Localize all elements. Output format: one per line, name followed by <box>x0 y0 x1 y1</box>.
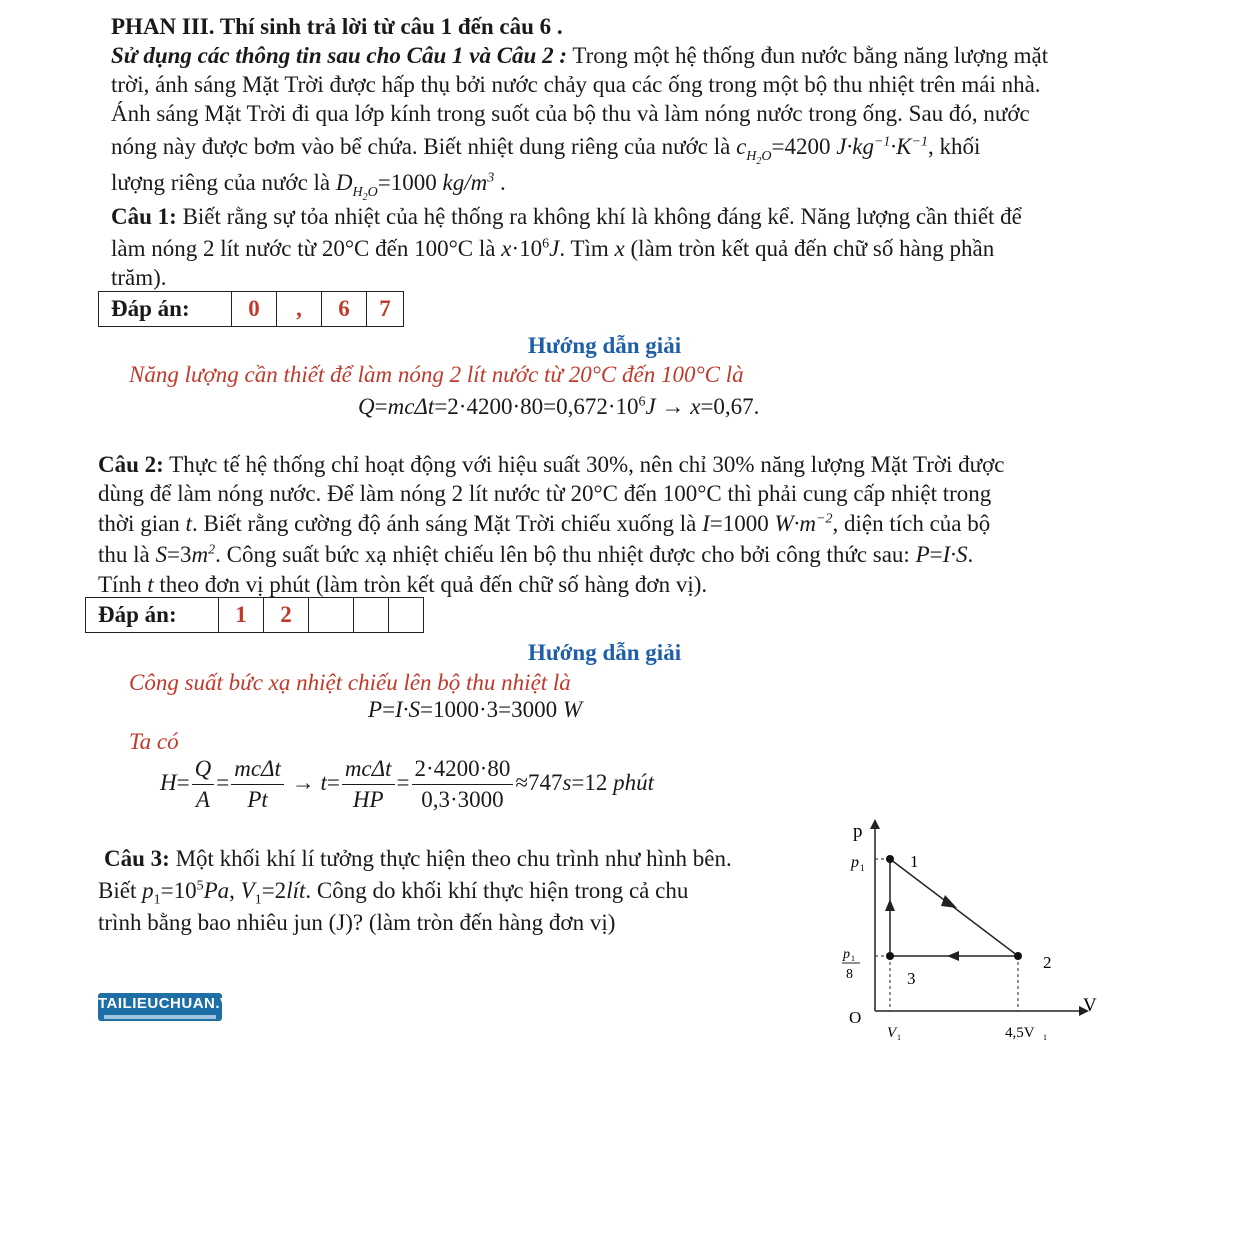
q1-text-2c: (làm tròn kết quả đến chữ số hàng phần <box>624 236 995 261</box>
q2-power-equation: P=I·S=1000·3=3000 W <box>368 697 582 722</box>
intro-line-5: lượng riêng của nước là $D_{H_2O}=1000$ $kg/m^3$ . <box>111 170 506 203</box>
q2-time-equation: H= $\frac{Q}{A}$ = $\frac{\text{mcΔt}}{Pt}$ → t= $\frac{\text{mcΔt}}{HP}$ = $\frac{2\cdot 4200\cdot 80}{0,3\cdot 3000}$ ≈747s=12 phút <box>160 756 655 813</box>
q2-text-3a: thời gian <box>98 511 180 536</box>
q3-line-1 <box>104 844 732 874</box>
q2-text-3b: . Biết rằng cường độ ánh sáng Mặt Trời chiếu xuống là <box>191 511 697 536</box>
v1-label: V <box>887 1025 897 1041</box>
point-3-label: 3 <box>907 969 916 988</box>
q1-text-1: Biết rằng sự tỏa nhiệt của hệ thống ra không khí là không đáng kể. Năng lượng cần thiết để <box>176 204 1022 229</box>
v2-label-sub: 1 <box>1043 1033 1047 1042</box>
part-heading: PHAN III. Thí sinh trả lời từ câu 1 đến câu 6 . <box>111 14 563 39</box>
q1-answer-table <box>98 291 404 327</box>
intro-text-4: nóng này được bơm vào bể chứa. Biết nhiệt dung riêng của nước là <box>111 134 731 159</box>
intro-line-4 <box>111 132 981 167</box>
q2-answer-digit: 2 <box>264 598 309 633</box>
tailieuchuan-logo <box>98 993 242 1021</box>
intro-lead: Sử dụng các thông tin sau cho Câu 1 và Câu 2 : <box>111 43 567 68</box>
pv-cycle-diagram <box>835 815 1095 1045</box>
q2-answer-digit <box>309 598 354 633</box>
intro-text-4b: , khối <box>927 134 981 159</box>
density-formula: $D_{H_2O}=1000$ $kg/m^3$ <box>335 170 495 203</box>
q2-text-1: Thực tế hệ thống chỉ hoạt động với hiệu suất 30%, nên chỉ 30% năng lượng Mặt Trời được <box>163 452 1005 477</box>
q1-answer-digit: 7 <box>367 292 404 327</box>
q2-text-3c: , diện tích của bộ <box>832 511 991 536</box>
v-axis-label: V <box>1083 995 1097 1016</box>
p-axis-label: p <box>853 821 863 842</box>
q1-line-2 <box>111 234 994 264</box>
q1-var-x: x <box>614 236 625 261</box>
v1-label-sub: 1 <box>897 1033 901 1042</box>
q2-line-3 <box>98 509 990 539</box>
q2-text-4a: thu là <box>98 542 150 567</box>
q3-line-2 <box>98 876 688 906</box>
intro-line-1 <box>111 41 1048 71</box>
q2-line-2: dùng để làm nóng nước. Để làm nóng 2 lít nước từ 20°C đến 100°C thì phải cung cấp nhiệt trong <box>98 481 992 506</box>
point-1-label: 1 <box>910 852 919 871</box>
q2-power-formula: P=I·S. <box>915 542 974 567</box>
q1-solution-equation: $Q=mc\Delta t=2\cdot 4200\cdot 80=0,672\cdot 10^6J \to x=0,67$. <box>358 394 760 419</box>
p1-label: p <box>851 854 859 871</box>
q3-text-2b: . Công do khối khí thực hiện trong cả chu <box>305 878 689 903</box>
q1-answer-digit: , <box>277 292 322 327</box>
state-point-3 <box>886 952 894 960</box>
state-point-1 <box>886 855 894 863</box>
q2-var-t2: t <box>147 572 154 597</box>
q1-guide-line-1: Năng lượng cần thiết để làm nóng 2 lít nước từ 20°C đến 100°C là <box>129 362 744 387</box>
q1-energy-expr: $x\cdot 10^6J$ <box>501 236 560 261</box>
q3-label: Câu 3: <box>104 846 170 871</box>
q2-guide-title: Hướng dẫn giải <box>528 640 682 665</box>
q2-text-5b: theo đơn vị phút (làm tròn kết quả đến chữ số hàng đơn vị). <box>153 572 708 597</box>
point-2-label: 2 <box>1043 953 1052 972</box>
logo-text: TAILIEUCHUAN.VN <box>98 995 242 1012</box>
q3-text-2a: Biết <box>98 878 137 903</box>
q1-label: Câu 1: <box>111 204 177 229</box>
q2-guide-line-3: Ta có <box>129 729 179 754</box>
p1-label-sub: 1 <box>860 863 865 873</box>
q2-area-formula: $S=3m^2$ <box>155 542 216 567</box>
q2-line-5 <box>98 570 707 600</box>
q2-line-1 <box>98 450 1005 480</box>
q3-text-1: Một khối khí lí tưởng thực hiện theo chu trình như hình bên. <box>169 846 732 871</box>
q3-given-values: $p_1=10^5Pa$, $V_1=2lít$ <box>142 878 306 908</box>
q1-text-2: làm nóng 2 lít nước từ 20°C đến 100°C là <box>111 236 496 261</box>
q2-text-5a: Tính <box>98 572 142 597</box>
specific-heat-formula: $c_{H_2O}=4200$ $J\cdot kg^{-1}\cdot K^{-1}$ <box>736 134 928 167</box>
intro-text-1: Trong một hệ thống đun nước bằng năng lượng mặt <box>567 43 1049 68</box>
q1-answer-digit: 6 <box>322 292 367 327</box>
q2-text-4b: . Công suất bức xạ nhiệt chiếu lên bộ thu nhiệt được cho bởi công thức sau: <box>215 542 910 567</box>
q2-answer-digit <box>389 598 424 633</box>
origin-label: O <box>849 1008 862 1027</box>
q2-answer-label: Đáp án: <box>86 598 219 633</box>
q1-guide-title: Hướng dẫn giải <box>528 333 682 358</box>
q1-text-2b: . Tìm <box>559 236 609 261</box>
q2-answer-digit <box>354 598 389 633</box>
p1-over-8-num-sub: 1 <box>851 954 855 963</box>
q1-line-1 <box>111 202 1022 232</box>
q2-intensity-formula: I=1000 $W\cdot m^{-2}$ <box>702 511 833 536</box>
q1-answer-label: Đáp án: <box>99 292 232 327</box>
q2-answer-digit: 1 <box>219 598 264 633</box>
q2-var-t: t <box>185 511 192 536</box>
p1-over-8-den: 8 <box>846 967 853 982</box>
state-point-2 <box>1014 952 1022 960</box>
intro-text-5: lượng riêng của nước là <box>111 170 331 195</box>
q2-label: Câu 2: <box>98 452 164 477</box>
q1-answer-digit: 0 <box>232 292 277 327</box>
q2-answer-table <box>85 597 424 633</box>
intro-line-2: trời, ánh sáng Mặt Trời được hấp thụ bởi nước chảy qua các ống trong một bộ thu nhiệt trên mái nhà. <box>111 72 1041 97</box>
q2-line-4 <box>98 540 973 570</box>
q2-guide-line-1: Công suất bức xạ nhiệt chiếu lên bộ thu nhiệt là <box>129 670 571 695</box>
intro-line-3: Ánh sáng Mặt Trời đi qua lớp kính trong suốt của bộ thu và làm nóng nước trong ống. Sau đó, nước <box>111 101 1030 126</box>
p1-over-8-num: p <box>843 947 850 962</box>
v2-label: 4,5V <box>1005 1025 1035 1041</box>
q3-line-3: trình bằng bao nhiêu jun (J)? (làm tròn đến hàng đơn vị) <box>98 910 616 935</box>
q1-line-3: trăm). <box>111 265 167 290</box>
